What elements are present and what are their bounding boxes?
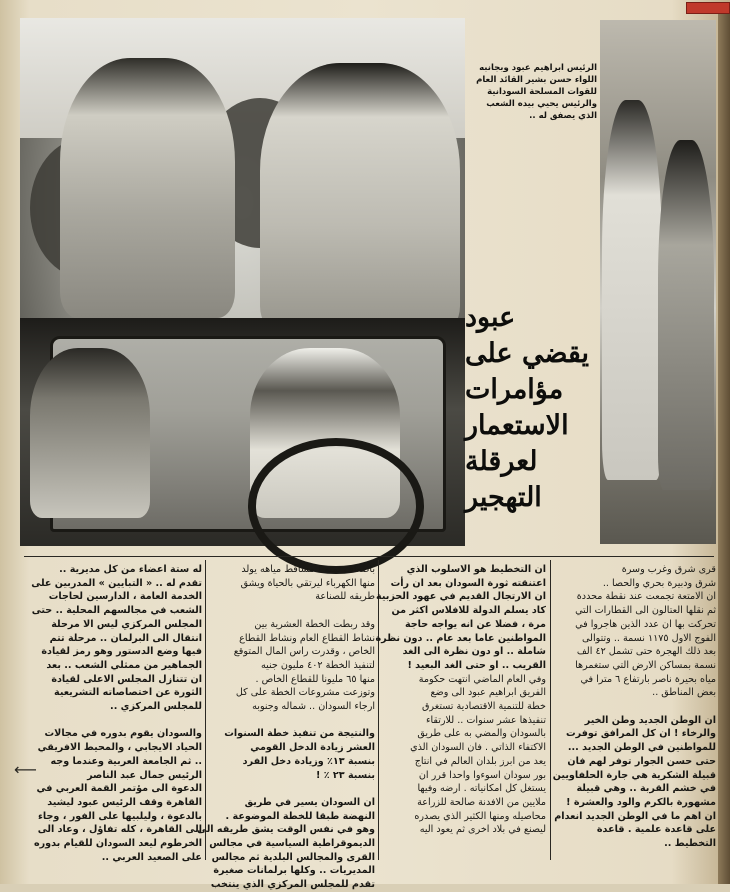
article-text-line: ان تتنازل المجلس الاعلى لقيادة bbox=[51, 673, 202, 685]
headline-line: التهجير bbox=[465, 482, 542, 513]
article-text-line: القاهرة وقف الرئيس عبود ليشيد bbox=[47, 796, 202, 808]
article-text-line: تحركت بها ان عدد الذين هاجروا في bbox=[575, 618, 716, 630]
article-text-line: بور سودان اسوءوا واحدا قرر ان bbox=[418, 769, 546, 781]
article-text-line: بنسبة ٢٣ ٪ ! bbox=[316, 769, 375, 781]
article-text-line: قبيلة الشكرية هي جارة الحلفاويين bbox=[552, 769, 716, 781]
article-text-line: محاصيله ومنها الكثير الذي يصدره bbox=[414, 810, 546, 822]
article-text-line: العشر زيادة الدخل القومي bbox=[250, 742, 375, 754]
article-text-line: خطة للتنمية الاقتصادية تستغرق bbox=[421, 701, 546, 713]
headline-line: يقضي على bbox=[465, 338, 590, 369]
article-text-line: الفريق ابراهيم عبود الى وضع bbox=[430, 687, 546, 699]
article-text-line: ان التخطيط هو الاسلوب الذي bbox=[406, 564, 546, 575]
article-text-line bbox=[210, 782, 375, 796]
article-text-line: .. ثم الجامعة العربية وعندما وجه bbox=[50, 755, 202, 767]
article-text-line: بعد ذلك الهجرة حتى تشمل ٤٢ الف bbox=[576, 646, 716, 658]
article-text-line: نشاط القطاع العام ونشاط القطاع bbox=[239, 632, 375, 644]
headline-line: لعرقلة bbox=[465, 446, 538, 477]
article-text-line: القريب .. او حتى الغد البعيد ! bbox=[407, 659, 546, 671]
article-text-line: ان الوطن الجديد وطن الخير bbox=[584, 714, 716, 726]
article-column-3 bbox=[196, 563, 375, 891]
article-headline bbox=[465, 300, 600, 530]
article-text-line: مرة ، فضلا عن انه يواجه حاجة bbox=[404, 618, 546, 630]
article-text-line: الدعوة الى مؤتمر القمة العربي في bbox=[36, 783, 202, 795]
column-divider bbox=[378, 560, 379, 860]
article-text-line: بالسودان والمضي به على طريق bbox=[417, 728, 546, 740]
article-text-line: للمجلس المركزي .. bbox=[110, 701, 202, 713]
article-text-line: الديموقراطية السياسية في مجالس bbox=[209, 838, 375, 850]
article-text-line: والسودان يقوم بدوره في مجالات bbox=[44, 728, 202, 740]
photo-figure-driver-left bbox=[30, 348, 150, 518]
main-photo bbox=[20, 18, 465, 546]
article-text-line: ليصنع في بلاد اخرى ثم يعود اليه bbox=[419, 824, 546, 836]
headline-line: عبود bbox=[465, 302, 516, 333]
article-text-line: في خشم القربة .. وهي قبيلة bbox=[576, 783, 716, 795]
caption-line: الذي يصفق له .. bbox=[529, 111, 597, 121]
article-text-line: ان السودان يسير في طريق bbox=[244, 796, 375, 808]
caption-line: والرئيس يحيي بيده الشعب bbox=[486, 99, 597, 109]
article-text-line: وفي العام الماضي انتهت حكومة bbox=[418, 673, 546, 685]
article-text-line: حتى حسن الجوار توفر لهم فان bbox=[567, 755, 716, 767]
article-text-line: الخرطوم ليعد السودان للقيام بدوره bbox=[33, 838, 202, 850]
article-text-line bbox=[210, 714, 375, 728]
article-text-line: منها ٦٥ مليونا للقطاع الخاص . bbox=[255, 673, 375, 685]
article-text-line: الرئيس جمال عبد الناصر bbox=[87, 769, 202, 781]
article-text-line: تقدم للمجلس المركزي الذي ينتخب bbox=[210, 879, 375, 891]
article-text-line: بعض المناطق .. bbox=[652, 687, 716, 699]
article-text-line: ارجاء السودان .. شماله وجنوبه bbox=[252, 701, 375, 713]
text-top-rule bbox=[24, 556, 714, 557]
article-text-line: التخطيط .. bbox=[664, 838, 716, 850]
article-text-line: شاملة .. او دون نظرة الى الغد bbox=[402, 646, 546, 658]
article-text-line bbox=[210, 604, 375, 618]
headline-line: مؤامرات bbox=[465, 374, 564, 405]
article-column-2 bbox=[375, 563, 546, 858]
photo-figure-general bbox=[260, 63, 460, 333]
article-text-line: المواطنين عاما بعد عام .. دون نظرة bbox=[375, 632, 546, 644]
continue-arrow-icon: ⟵ bbox=[14, 760, 37, 779]
article-text-line: الحياد الايجابي ، والمحيط الافريقي bbox=[37, 742, 202, 754]
article-text-line: وهو في نفس الوقت يشق طريقه الى bbox=[196, 824, 375, 836]
article-text-line: والنتيجة من تنفيذ خطة السنوات bbox=[224, 728, 375, 740]
article-text-line: وتوزعت مشروعات الخطة على كل bbox=[235, 687, 375, 699]
article-text-line: تنفيذها عشر سنوات .. للارتقاء bbox=[425, 714, 546, 726]
photo-caption bbox=[462, 62, 597, 122]
article-text-line: الفوج الاول ١١٧٥ نسمة .. وتتوالى bbox=[582, 632, 716, 644]
article-text-line bbox=[30, 714, 202, 728]
photo-figure-abboud bbox=[60, 58, 235, 318]
photo-steering-wheel bbox=[248, 438, 424, 574]
article-text-line: الخدمة العامة ، الدارسين لحاجات bbox=[48, 591, 202, 603]
article-text-line: بنسبة ١٣٪ وزيادة دخل الفرد bbox=[242, 755, 375, 767]
article-text-line: على الصعيد العربي .. bbox=[101, 851, 202, 863]
article-text-line: شرق ودبيرة بحري والحصا .. bbox=[602, 577, 716, 589]
article-text-line: المجلس المركزي ليس الا مرحلة bbox=[51, 618, 202, 630]
article-text-line: وقد ربطت الخطة العشرية بين bbox=[254, 618, 375, 630]
article-text-line: كاد يسلم الدولة للافلاس اكثر من bbox=[391, 605, 546, 617]
article-text-line: له ستة اعضاء من كل مديرية .. bbox=[59, 564, 202, 575]
article-text-line: المديريات .. وكلها برلمانات صغيرة bbox=[213, 865, 375, 877]
crowd-photo bbox=[600, 20, 716, 544]
article-text-line: ان الامتعة تجمعت عند نقطة محددة bbox=[576, 591, 716, 603]
article-text-line: على قاعدة علمية . قاعدة bbox=[596, 824, 716, 836]
article-text-line: اعتنقته ثورة السودان بعد ان رأت bbox=[390, 577, 546, 589]
article-text-line: للمواطنين في الوطن الجديد ... bbox=[567, 742, 716, 754]
article-text-line: مشهورة بالكرم والود والعشرة ! bbox=[566, 796, 716, 808]
article-text-line: بالدعوة ، وليلبيها على الفور ، وجاء bbox=[38, 810, 202, 822]
article-text-line: لتنفيذ الخطة ٤٠٢ مليون جنيه bbox=[260, 659, 375, 671]
article-text-line: الخاص ، وقدرت راس المال المتوقع bbox=[233, 646, 375, 658]
headline-line: الاستعمار bbox=[465, 410, 569, 441]
article-text-line: نسمة بمساكن الارض التي ستغمرها bbox=[575, 659, 716, 671]
article-text-line: الى القاهرة ، كله تفاؤل ، وعاد الى bbox=[37, 824, 202, 836]
article-text-line: الثورة عن اختصاصاته التشريعية bbox=[54, 687, 202, 699]
article-text-line: مياه بحيرة ناصر بارتفاع ٦ مترا في bbox=[580, 673, 716, 685]
article-text-line: قرى شرق وغرب وسرة bbox=[621, 564, 716, 575]
article-text-line: انتقال الى البرلمان .. مرحلة تتم bbox=[49, 632, 202, 644]
article-text-line: يستغل كل امكانياته . ارضه وفيها bbox=[417, 783, 546, 795]
article-text-line: ان اهم ما في الوطن الجديد انعدام bbox=[554, 810, 716, 822]
article-text-line: الجماهير من ممثلي الشعب .. بعد bbox=[46, 659, 202, 671]
article-text-line: تقدم له .. « التبايين » المدربين على bbox=[31, 577, 202, 589]
article-column-4 bbox=[30, 563, 202, 863]
article-text-line: ثم نقلها العتالون الى القطارات التي bbox=[575, 605, 716, 617]
photo-girl-figure bbox=[602, 100, 662, 480]
column-divider bbox=[550, 560, 551, 860]
caption-line: الرئيس ابراهيم عبود وبجانبه bbox=[479, 63, 597, 73]
column-divider bbox=[205, 560, 206, 860]
photo-child-figure bbox=[658, 140, 714, 490]
caption-line: اللواء حسن بشير القائد العام bbox=[476, 75, 597, 85]
article-text-line: باضعاف ثمنه ! مساقط مياهه يولد bbox=[241, 564, 375, 575]
article-text-line: القرى والمجالس البلدية ثم مجالس bbox=[211, 851, 375, 863]
article-text-line bbox=[556, 700, 716, 714]
article-text-line: ملايين من الافدنة صالحة للزراعة bbox=[417, 796, 546, 808]
article-text-line: الاكتفاء الذاتي . فان السودان الذي bbox=[410, 742, 546, 754]
page-tab-marker bbox=[686, 2, 730, 14]
article-text-line: فيها وضع الدستور وهو رمز لقيادة bbox=[41, 646, 202, 658]
article-text-line: يعد من ابرز بلدان العالم في انتاج bbox=[414, 755, 546, 767]
article-text-line: ان الارتجال القديم في عهود الحزبية bbox=[376, 591, 546, 603]
caption-line: للقوات المسلحة السودانية bbox=[487, 87, 597, 97]
article-text-line: النهضة طبقا للخطة الموضوعة . bbox=[225, 810, 375, 822]
article-text-line: منها الكهرباء ليرتقي بالحياة ويشق bbox=[240, 577, 375, 589]
article-text-line: والرخاء ! ان كل المرافق توفرت bbox=[566, 728, 716, 740]
binding-edge bbox=[718, 14, 730, 884]
article-text-line: الشعب في مجالسهم المحلية .. حتى bbox=[31, 605, 202, 617]
article-text-line: طريقه للصناعة bbox=[315, 591, 375, 603]
article-column-1 bbox=[552, 563, 716, 858]
